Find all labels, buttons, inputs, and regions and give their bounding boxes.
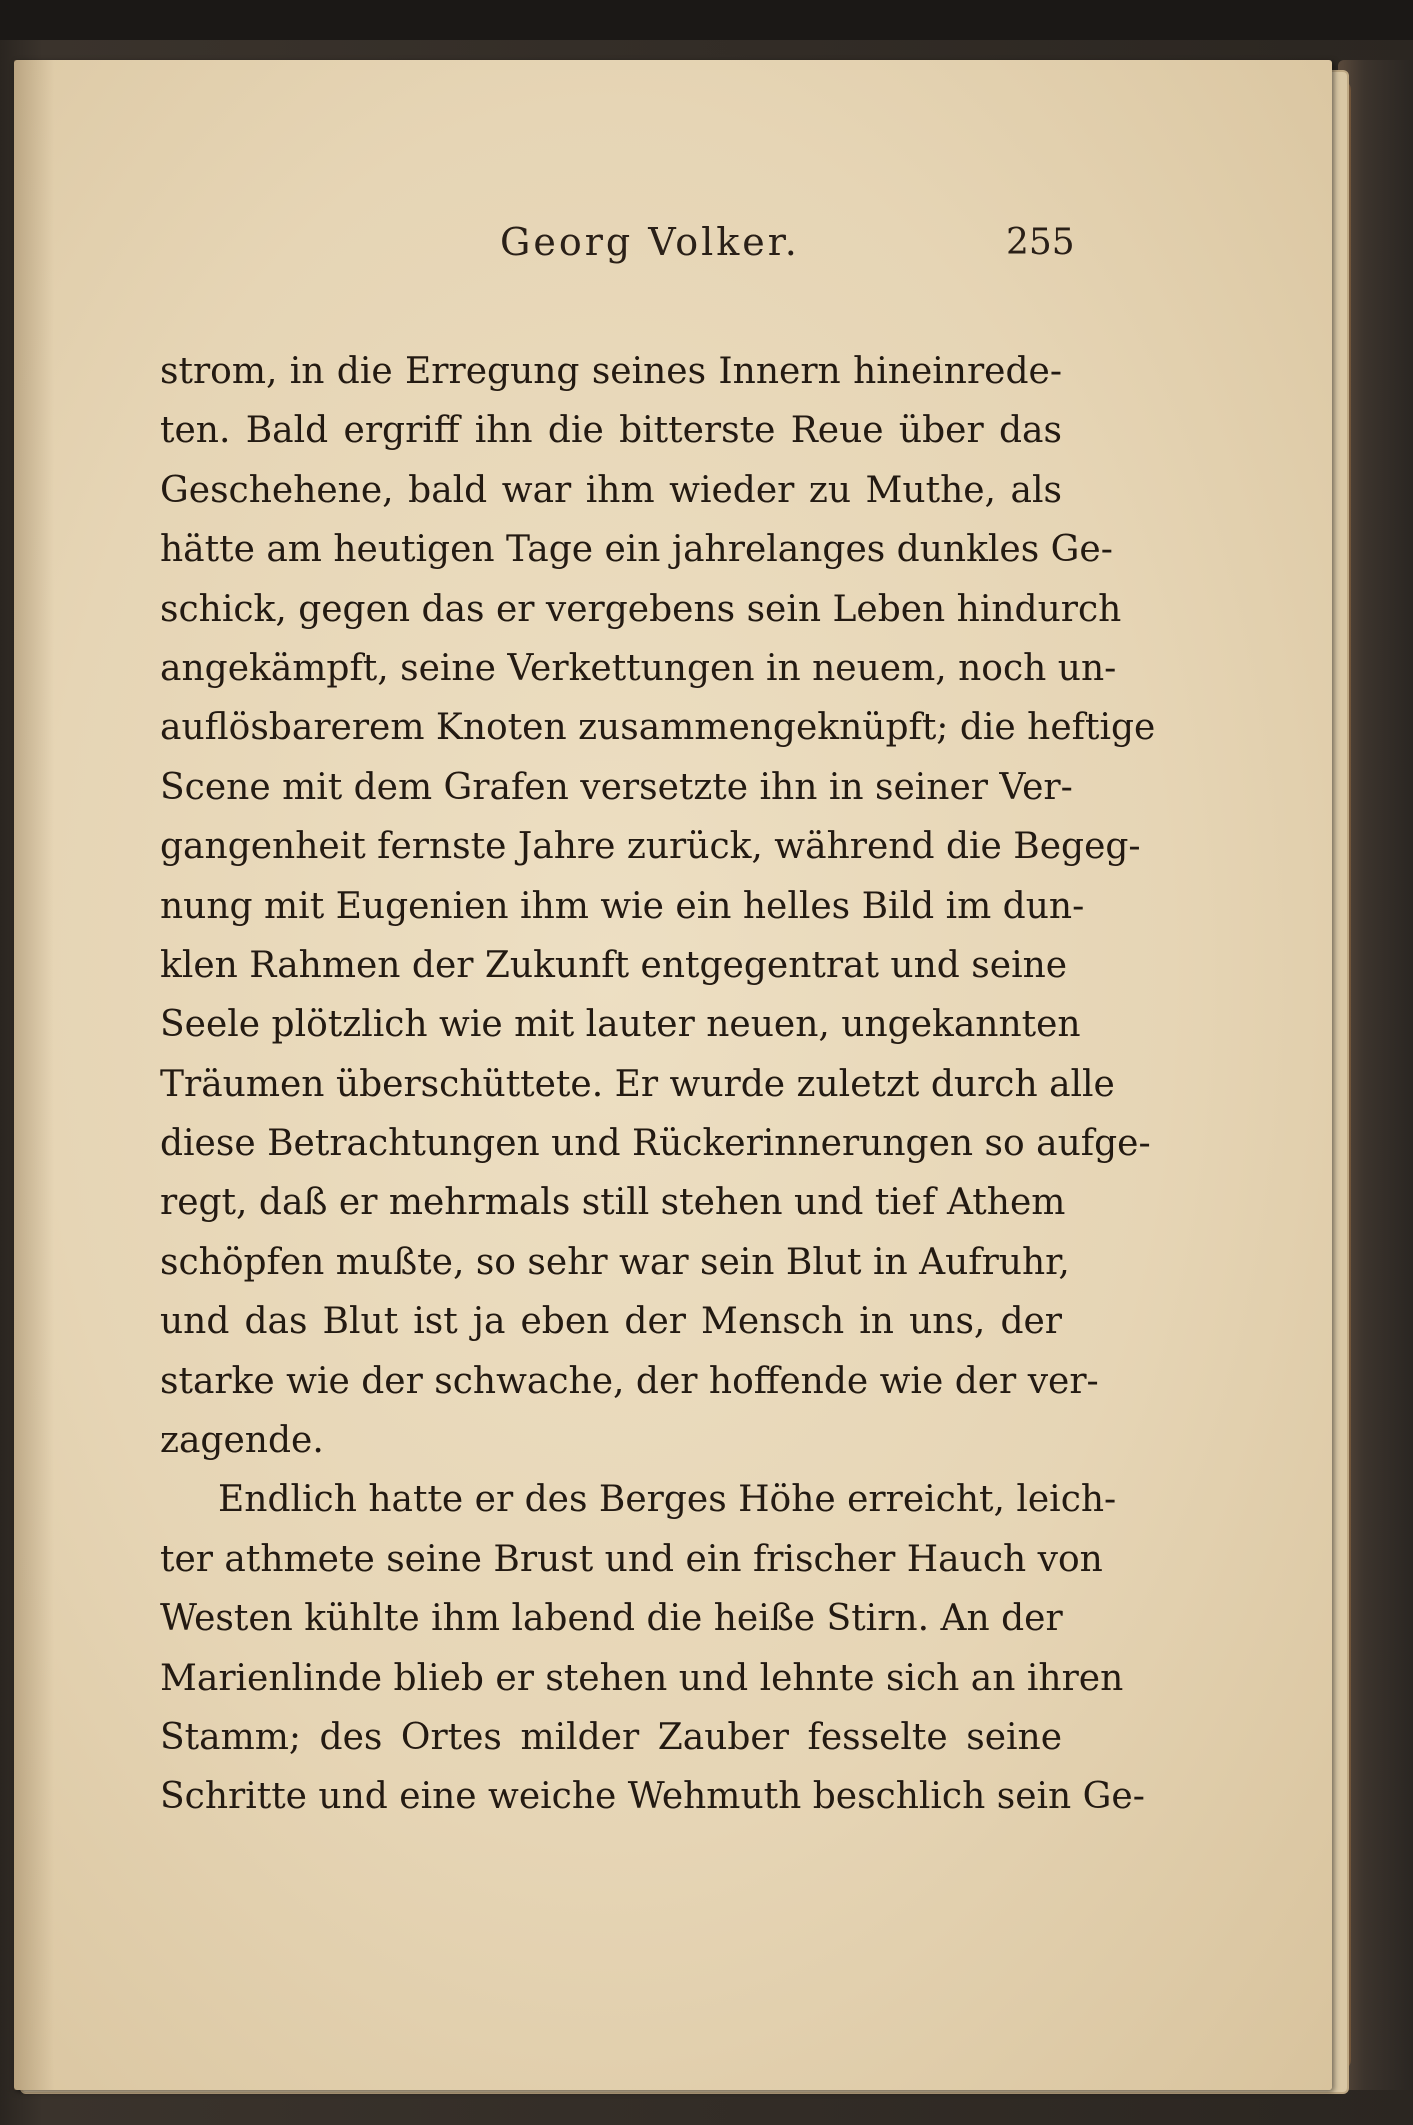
text-line: starke wie der schwache, der hoffende wie der ver- [160, 1360, 1099, 1402]
page-number: 255 [1006, 222, 1075, 263]
text-line: gangenheit fernste Jahre zurück, während die Begeg- [160, 826, 1141, 868]
text-line: klen Rahmen der Zukunft entgegentrat und seine [160, 944, 1068, 986]
text-line: Seele plötzlich wie mit lauter neuen, ungekannten [160, 1004, 1081, 1046]
text-line: zagende. [160, 1420, 324, 1462]
text-line: Westen kühlte ihm labend die heiße Stirn. An der [160, 1598, 1063, 1640]
text-line: Marienlinde blieb er stehen und lehnte sich an ihren [160, 1657, 1124, 1699]
text-line: Endlich hatte er des Berges Höhe erreicht, leich- [218, 1479, 1117, 1521]
text-line: regt, daß er mehrmals still stehen und tief Athem [160, 1182, 1066, 1224]
text-line: strom, in die Erregung seines Innern hineinrede- [160, 351, 1062, 392]
body-text [160, 342, 1156, 1827]
book-page [14, 60, 1332, 2090]
text-line: ten. Bald ergriff ihn die bitterste Reue über das [160, 410, 1062, 452]
running-head [14, 220, 1332, 280]
text-line: Stamm; des Ortes milder Zauber fesselte seine [160, 1716, 1062, 1758]
text-line: Schritte und eine weiche Wehmuth beschlich sein Ge- [160, 1776, 1145, 1818]
text-line: und das Blut ist ja eben der Mensch in uns, der [160, 1301, 1062, 1343]
text-line: schick, gegen das er vergebens sein Leben hindurch [160, 588, 1122, 630]
text-line: nung mit Eugenien ihm wie ein helles Bild im dun- [160, 885, 1085, 927]
text-line: Geschehene, bald war ihm wieder zu Muthe, als [160, 469, 1062, 511]
text-line: auflösbarerem Knoten zusammengeknüpft; die heftige [160, 707, 1156, 749]
text-line: schöpfen mußte, so sehr war sein Blut in Aufruhr, [160, 1241, 1070, 1283]
text-line: Träumen überschüttete. Er wurde zuletzt durch alle [160, 1063, 1115, 1105]
running-title: Georg Volker. [500, 220, 800, 264]
text-line: ter athmete seine Brust und ein frischer Hauch von [160, 1538, 1103, 1580]
text-line: angekämpft, seine Verkettungen in neuem, noch un- [160, 647, 1117, 689]
text-line: Scene mit dem Grafen versetzte ihn in seiner Ver- [160, 766, 1073, 808]
text-line: diese Betrachtungen und Rückerinnerungen so aufge- [160, 1123, 1151, 1165]
text-line: hätte am heutigen Tage ein jahrelanges dunkles Ge- [160, 529, 1113, 571]
